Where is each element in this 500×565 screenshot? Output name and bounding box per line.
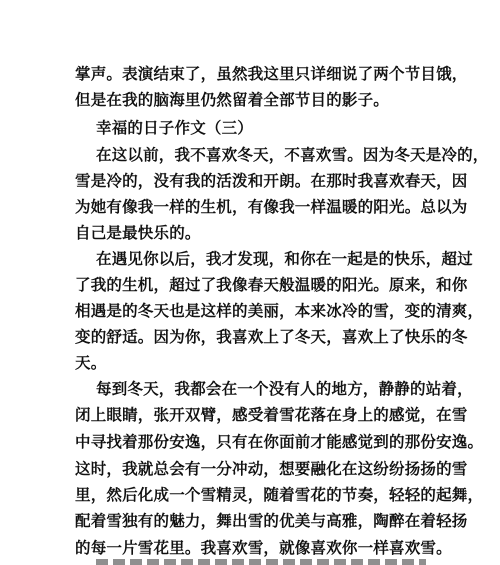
text-line: 雪是冷的，没有我的活泼和开朗。在那时我喜欢春天，因 xyxy=(75,171,468,190)
text-line: 变的舒适。因为你，我喜欢上了冬天，喜欢上了快乐的冬 xyxy=(75,327,468,346)
text-line: 这时，我就总会有一分冲动，想要融化在这纷纷扬扬的雪 xyxy=(75,459,468,478)
text-line: 的每一片雪花里。我喜欢雪，就像喜欢你一样喜欢雪。 xyxy=(75,538,452,557)
text-line: 闭上眼睛，张开双臂，感受着雪花落在身上的感觉，在雪 xyxy=(75,405,468,424)
text-line: 了我的生机，超过了我像春天般温暖的阳光。原来，和你 xyxy=(75,275,468,294)
text-line: 每到冬天，我都会在一个没有人的地方，静静的站着， xyxy=(96,379,473,398)
text-line: 在这以前，我不喜欢冬天，不喜欢雪。因为冬天是冷的， xyxy=(96,145,489,164)
text-line: 相遇是的冬天也是这样的美丽，本来冰冷的雪，变的清爽， xyxy=(75,301,484,320)
text-line: 掌声。表演结束了，虽然我这里只详细说了两个节目饿， xyxy=(75,64,468,83)
text-line: 为她有像我一样的生机，有像我一样温暖的阳光。总以为 xyxy=(75,197,468,216)
text-line: 中寻找着那份安逸，只有在你面前才能感觉到的那份安逸。 xyxy=(75,432,484,451)
text-line: 里，然后化成一个雪精灵，随着雪花的节奏，轻轻的起舞， xyxy=(75,485,484,504)
text-line: 自己是最快乐的。 xyxy=(75,223,201,242)
text-line: 天。 xyxy=(75,353,107,372)
text-line: 配着雪独有的魅力，舞出雪的优美与高雅，陶醉在着轻扬 xyxy=(75,511,468,530)
text-line: 但是在我的脑海里仍然留着全部节目的影子。 xyxy=(75,90,390,109)
section-heading: 幸福的日子作文（三） xyxy=(96,118,254,137)
cut-off-text-line xyxy=(96,559,426,565)
text-line: 在遇见你以后，我才发现，和你在一起是的快乐，超过 xyxy=(96,249,473,268)
